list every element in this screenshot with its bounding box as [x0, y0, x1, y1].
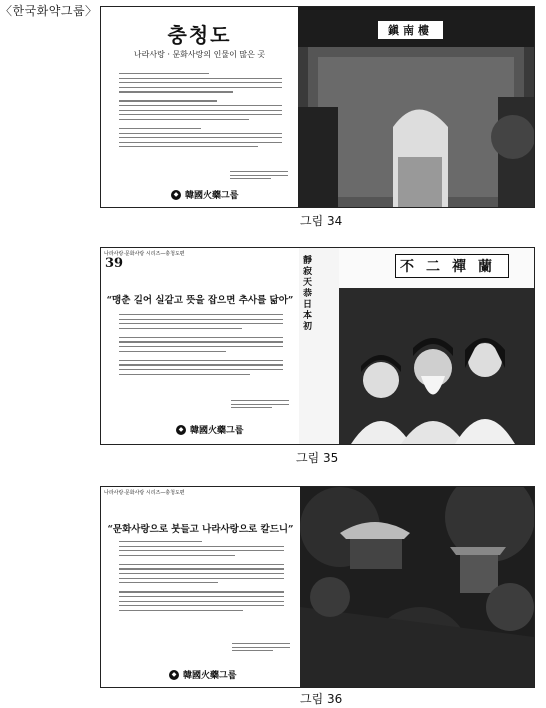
ad-author-note [230, 171, 288, 182]
ad-headline-quote: “맹춘 길어 실같고 뜻을 잡으면 추사를 닮아” [106, 295, 294, 306]
ad-text-column [101, 7, 298, 207]
figure-caption: 그림 36 [300, 692, 343, 706]
company-logo [176, 423, 243, 436]
ad-headline-quote: “문화사랑으로 붓들고 나라사랑으로 칼드니” [107, 524, 294, 535]
advertisement-34 [100, 6, 535, 208]
shrine-photo-illustration [300, 487, 534, 687]
logo-text: 韓國火藥그룹 [183, 671, 237, 681]
company-logo [171, 188, 238, 201]
logo-mark-icon: ◆ [171, 190, 181, 200]
figure-caption: 그림 35 [296, 451, 339, 465]
advertisement-36 [100, 486, 535, 688]
portrait-photo [299, 248, 534, 444]
ad-author-note [231, 400, 289, 411]
company-logo [169, 668, 236, 681]
series-label: 나라사랑·문화사랑 시리즈—충청도편 [104, 251, 185, 257]
logo-mark-icon: ◆ [176, 425, 186, 435]
vertical-sign: 靜寂天恭 日本初 [303, 256, 313, 332]
figure-caption: 그림 34 [300, 214, 343, 228]
shop-sign: 不二禪蘭 [395, 254, 509, 278]
shrine-photo [300, 487, 534, 687]
ad-text-column [101, 487, 300, 687]
ad-title: 충청도 [167, 23, 232, 47]
gate-photo [298, 7, 534, 207]
ad-number: 39 [105, 256, 124, 271]
logo-text: 韓國火藥그룹 [185, 191, 239, 201]
page-header: 〈한국화약그룹〉 [0, 4, 98, 18]
series-label: 나라사랑·문화사랑 시리즈—충청도편 [104, 490, 185, 496]
gate-sign: 鎭南樓 [378, 21, 443, 39]
ad-author-note [232, 643, 290, 654]
ad-body-text [119, 314, 283, 378]
ad-text-column [101, 248, 299, 444]
ad-subtitle: 나라사랑 · 문화사랑의 인물이 많은 곳 [133, 50, 266, 59]
ad-body-text [119, 73, 282, 151]
advertisement-35 [100, 247, 535, 445]
logo-mark-icon: ◆ [169, 670, 179, 680]
ad-body-text [119, 541, 284, 614]
logo-text: 韓國火藥그룹 [190, 426, 244, 436]
